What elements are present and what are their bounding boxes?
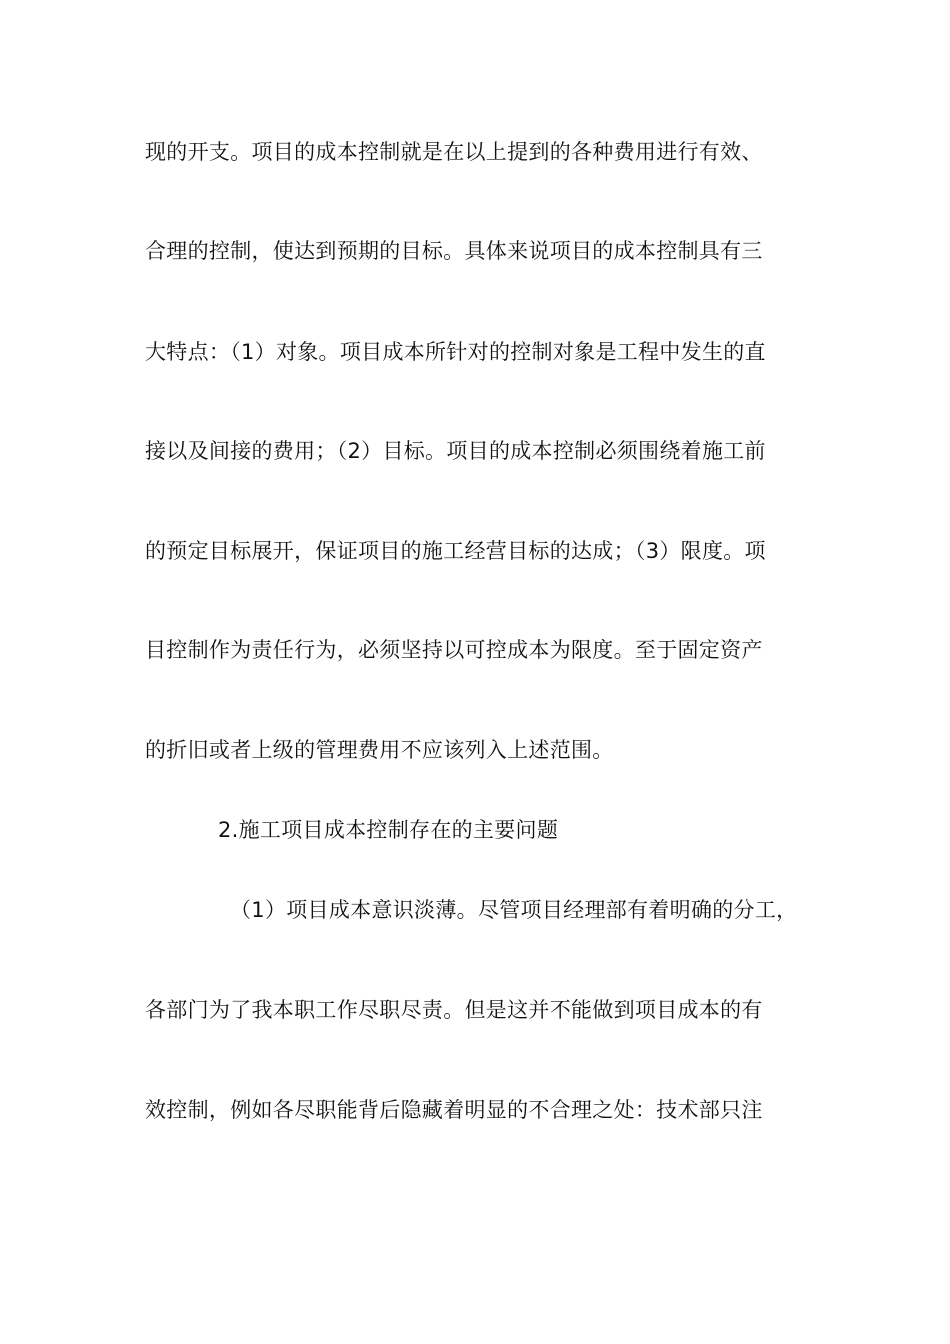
text-line: （1）项目成本意识淡薄。尽管项目经理部有着明确的分工， — [230, 898, 798, 922]
text-line: 效控制，例如各尽职能背后隐藏着明显的不合理之处：技术部只注 — [145, 1098, 763, 1122]
text-line: 目控制作为责任行为，必须坚持以可控成本为限度。至于固定资产 — [145, 638, 763, 662]
section-heading: 2.施工项目成本控制存在的主要问题 — [218, 818, 559, 842]
text-line: 接以及间接的费用；（2）目标。项目的成本控制必须围绕着施工前 — [145, 439, 766, 463]
text-line: 的折旧或者上级的管理费用不应该列入上述范围。 — [145, 738, 614, 762]
text-line: 现的开支。项目的成本控制就是在以上提到的各种费用进行有效、 — [145, 140, 763, 164]
text-line: 的预定目标展开，保证项目的施工经营目标的达成；（3）限度。项 — [145, 539, 766, 563]
text-line: 合理的控制，使达到预期的目标。具体来说项目的成本控制具有三 — [145, 239, 763, 263]
text-line: 各部门为了我本职工作尽职尽责。但是这并不能做到项目成本的有 — [145, 998, 763, 1022]
text-line: 大特点：（1）对象。项目成本所针对的控制对象是工程中发生的直 — [145, 340, 766, 364]
